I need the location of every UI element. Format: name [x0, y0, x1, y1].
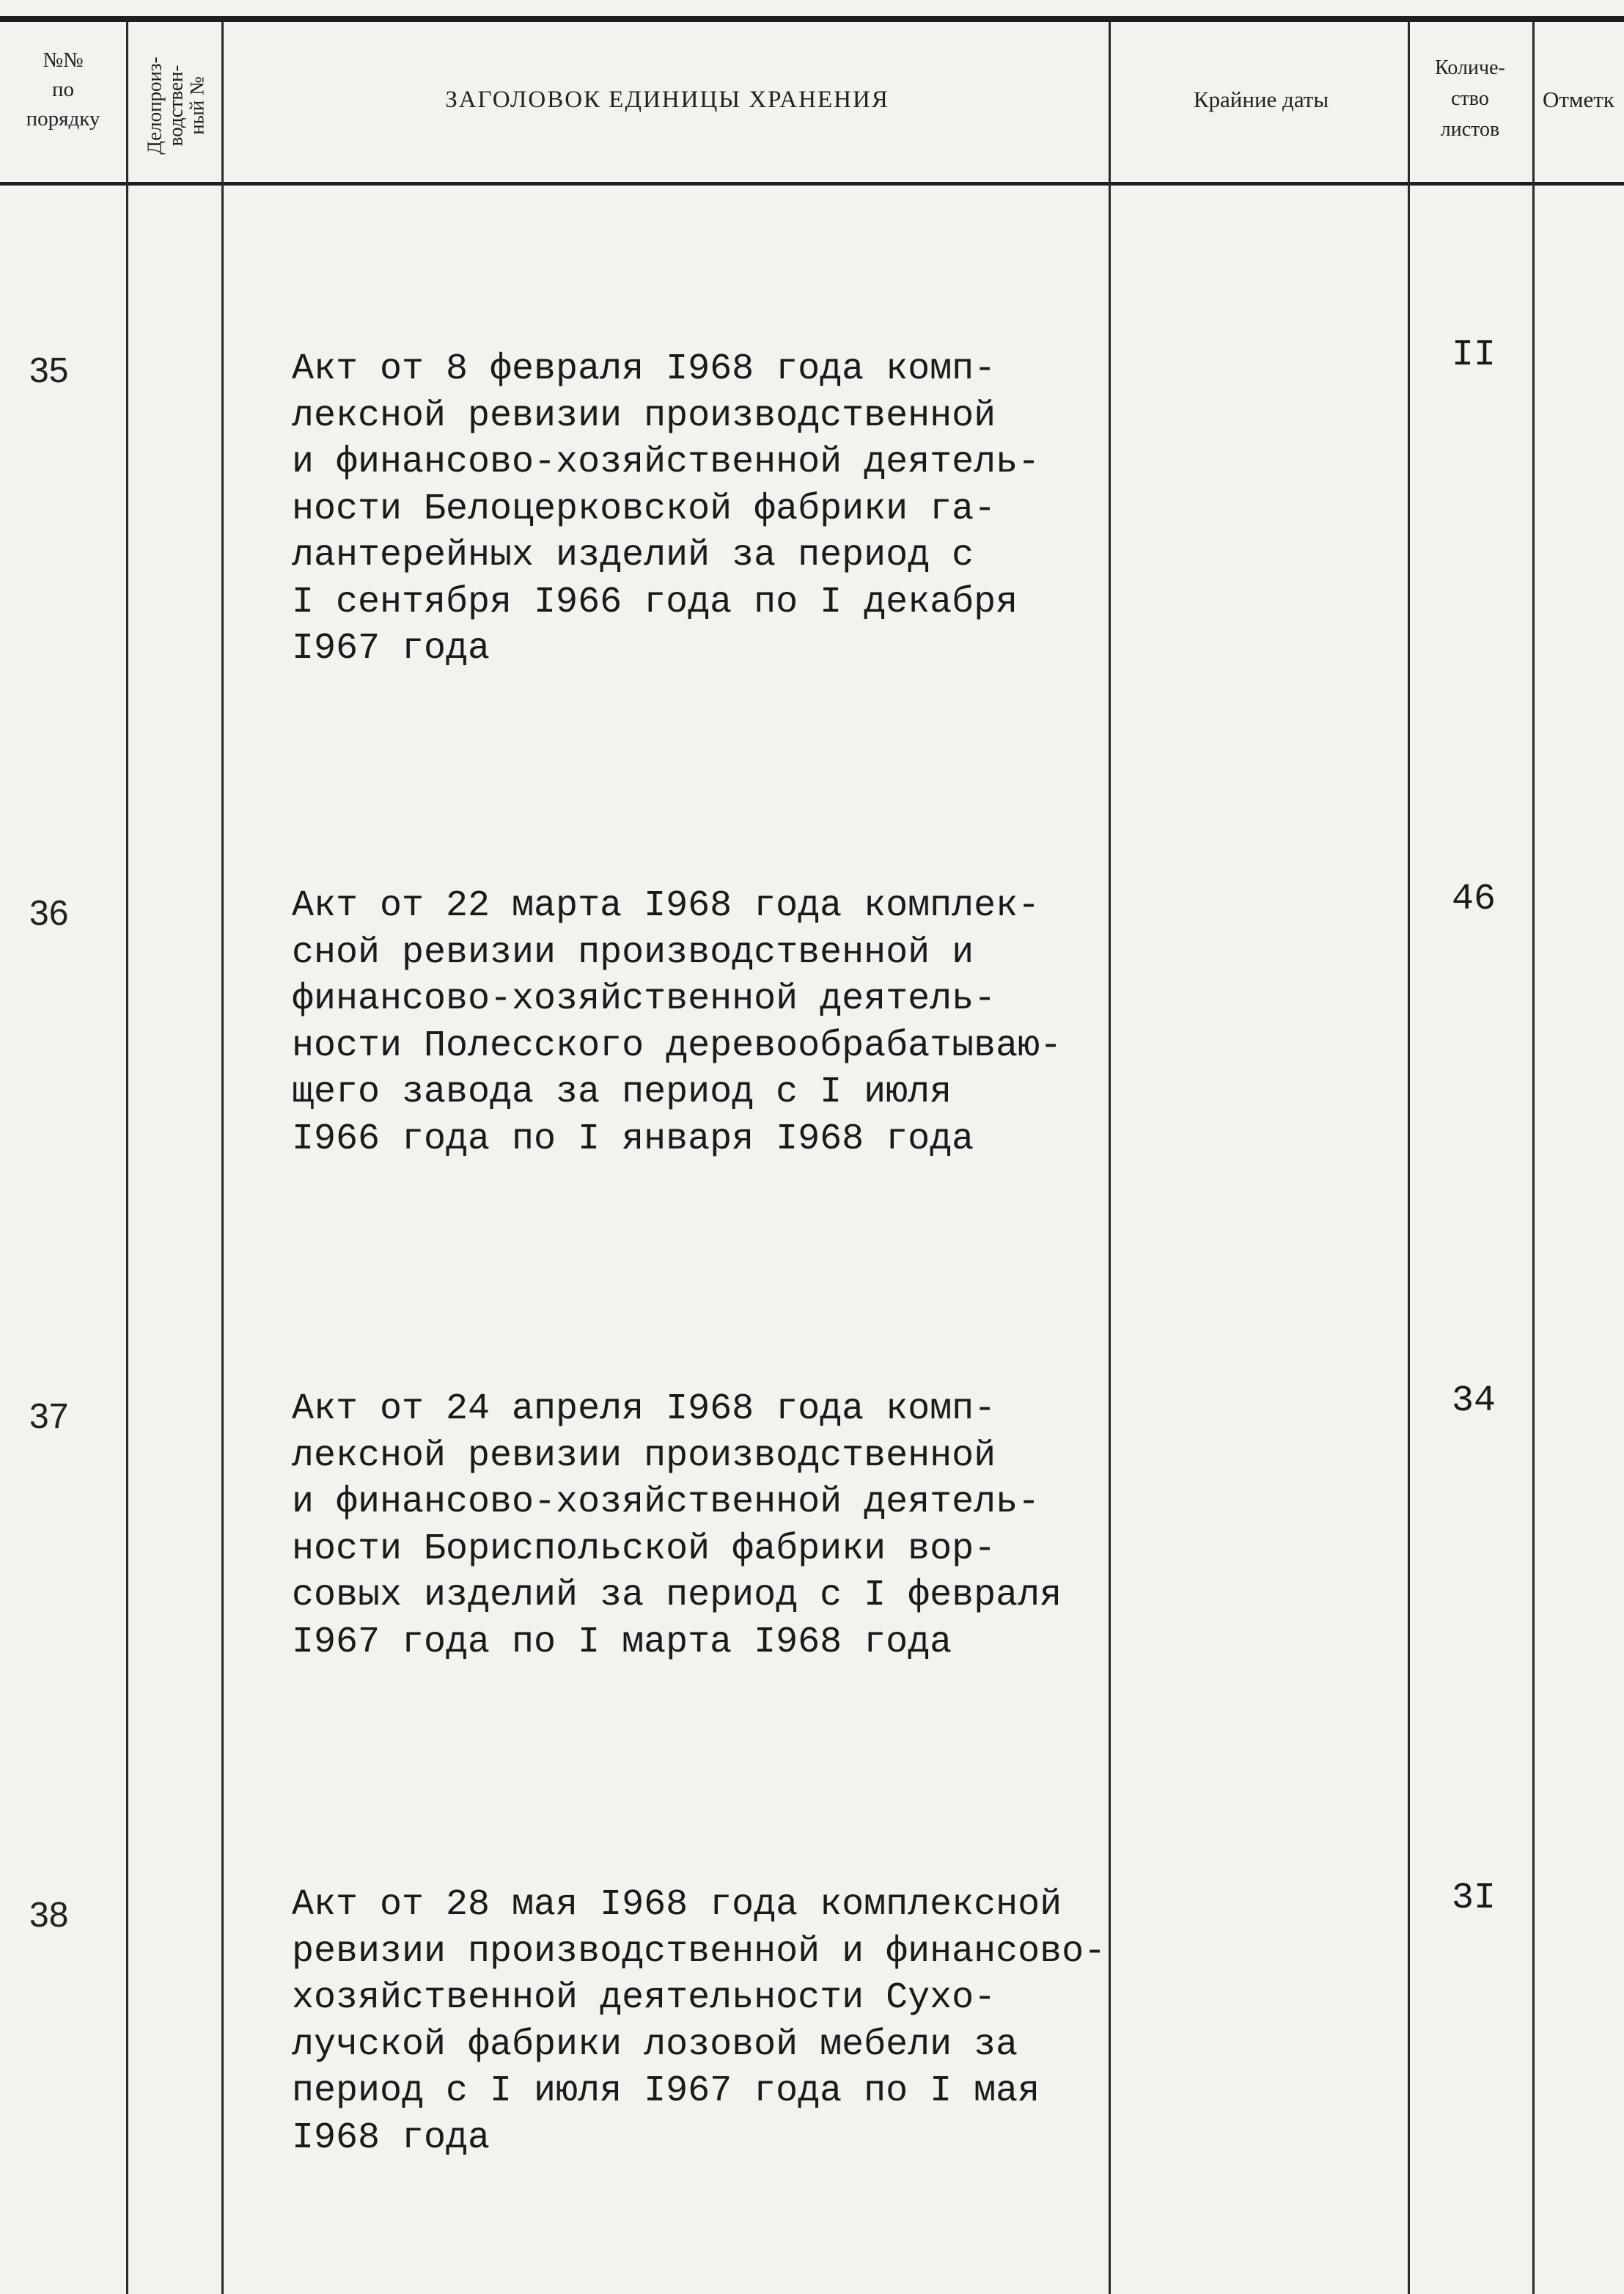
row-sheet-count: 34: [1451, 1380, 1496, 1422]
header-office-number-line3: ный №: [185, 76, 208, 135]
row-sheet-count: 3I: [1451, 1877, 1496, 1919]
header-sheet-count-line2: ство: [1451, 87, 1489, 110]
row-number: 37: [29, 1397, 69, 1436]
row-title: [292, 1386, 1150, 1665]
header-unit-title: ЗАГОЛОВОК ЕДИНИЦЫ ХРАНЕНИЯ: [445, 87, 889, 113]
row-title-line: ности Белоцерковской фабрики га-: [292, 488, 996, 530]
column-divider-5: [1532, 22, 1535, 2294]
row-title-line: хозяйственной деятельности Сухо-: [292, 1977, 996, 2019]
header-order-number-line2: по: [51, 78, 75, 101]
row-title-line: и финансово-хозяйственной деятель-: [292, 441, 1040, 483]
header-office-number-line2: водствен-: [164, 65, 187, 147]
row-title-line: лучской фабрики лозовой мебели за: [292, 2023, 1018, 2066]
header-office-number: [131, 32, 221, 179]
row-title: [292, 346, 1150, 673]
header-date-range: Крайние даты: [1193, 87, 1329, 112]
row-title-line: Акт от 28 мая I968 года комплексной: [292, 1884, 1062, 1926]
row-title-line: ности Полесского деревообрабатываю-: [292, 1025, 1062, 1067]
row-title-line: и финансово-хозяйственной деятель-: [292, 1481, 1040, 1523]
row-title-line: финансово-хозяйственной деятель-: [292, 978, 996, 1020]
header-office-number-line1: Делопроиз-: [143, 56, 166, 155]
header-order-number-line3: порядку: [26, 107, 100, 131]
row-title-line: сной ревизии производственной и: [292, 931, 974, 974]
row-title-line: лантерейных изделий за период с: [292, 535, 974, 576]
header-notes: Отметк: [1543, 87, 1614, 112]
row-title-line: период с I июля I967 года по I мая: [292, 2070, 1040, 2112]
row-number: 36: [29, 894, 69, 933]
header-sheet-count-line3: листов: [1440, 118, 1500, 141]
row-title-line: Акт от 8 февраля I968 года комп-: [292, 348, 996, 390]
header-sheet-count-line1: Количе-: [1435, 56, 1505, 79]
row-title-line: лексной ревизии производственной: [292, 1434, 996, 1477]
row-title-line: I966 года по I января I968 года: [292, 1118, 974, 1160]
row-title-line: щего завода за период с I июля: [292, 1071, 952, 1113]
column-divider-1: [126, 22, 128, 2294]
row-title-line: Акт от 24 апреля I968 года комп-: [292, 1388, 996, 1430]
column-divider-2: [221, 22, 224, 2294]
row-title: [292, 883, 1150, 1162]
header-sheet-count: [1411, 53, 1529, 145]
row-title: [292, 1882, 1150, 2161]
header-bottom-rule: [0, 182, 1624, 186]
row-title-line: ревизии производственной и финансово-: [292, 1930, 1106, 1973]
row-number: 38: [29, 1896, 69, 1935]
row-title-line: I967 года по I марта I968 года: [292, 1621, 952, 1663]
row-title-line: Акт от 22 марта I968 года комплек-: [292, 885, 1040, 927]
top-border-rule: [0, 16, 1624, 22]
row-title-line: совых изделий за период с I февраля: [292, 1575, 1062, 1616]
header-order-number: [0, 45, 126, 133]
row-sheet-count: II: [1451, 334, 1496, 376]
row-title-line: I967 года: [292, 628, 490, 670]
row-title-line: ности Бориспольской фабрики вор-: [292, 1528, 996, 1570]
column-divider-4: [1408, 22, 1410, 2294]
row-number: 35: [29, 351, 69, 390]
row-title-line: лексной ревизии производственной: [292, 395, 996, 437]
header-order-number-line1: №№: [43, 48, 84, 72]
row-title-line: I968 года: [292, 2117, 490, 2159]
row-sheet-count: 46: [1451, 879, 1496, 920]
row-title-line: I сентября I966 года по I декабря: [292, 581, 1018, 623]
